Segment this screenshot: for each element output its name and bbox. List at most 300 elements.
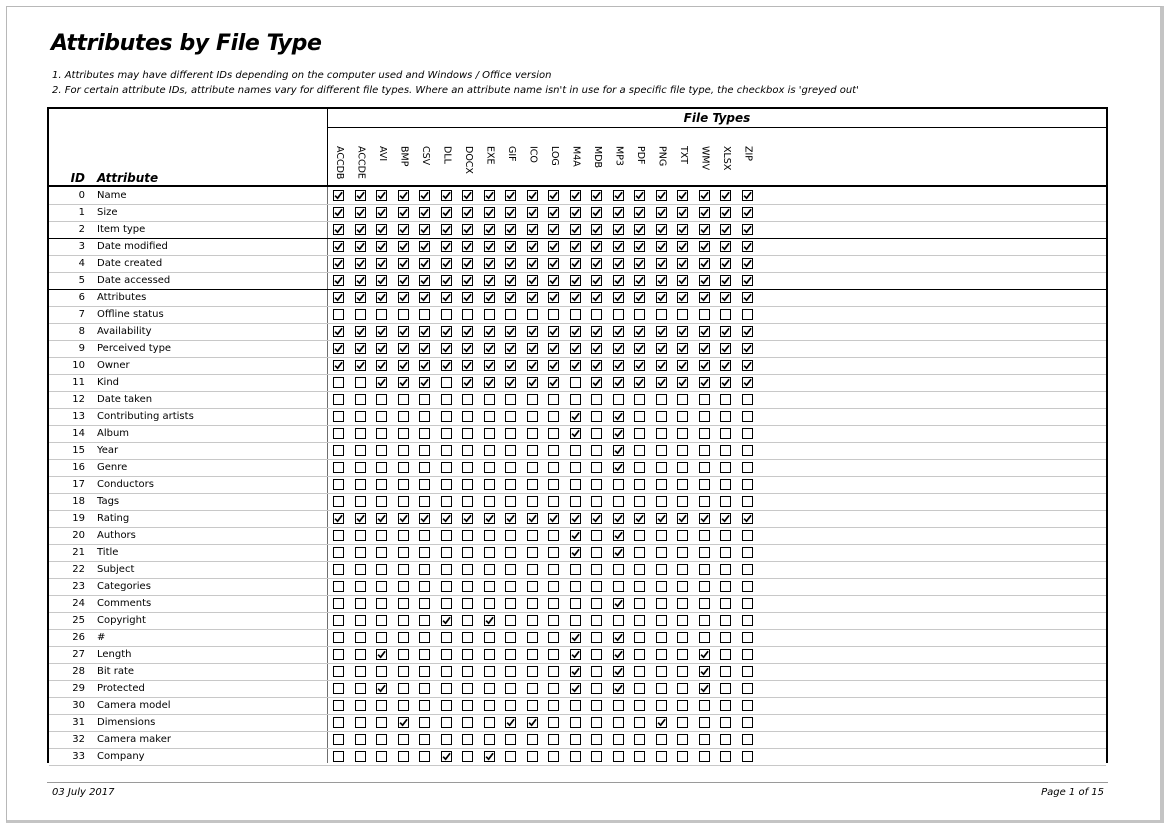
checkbox-pdf[interactable] <box>634 411 645 422</box>
checkbox-exe[interactable] <box>484 649 495 660</box>
checkbox-pdf[interactable] <box>634 479 645 490</box>
checkbox-bmp[interactable] <box>398 751 409 762</box>
checkbox-docx[interactable] <box>462 632 473 643</box>
checkbox-accde[interactable] <box>355 190 366 201</box>
checkbox-txt[interactable] <box>677 734 688 745</box>
checkbox-m4a[interactable] <box>570 615 581 626</box>
checkbox-exe[interactable] <box>484 496 495 507</box>
checkbox-exe[interactable] <box>484 615 495 626</box>
checkbox-dll[interactable] <box>441 258 452 269</box>
checkbox-gif[interactable] <box>505 649 516 660</box>
checkbox-mp3[interactable] <box>613 581 624 592</box>
checkbox-m4a[interactable] <box>570 377 581 388</box>
checkbox-csv[interactable] <box>419 275 430 286</box>
checkbox-xlsx[interactable] <box>720 428 731 439</box>
checkbox-csv[interactable] <box>419 649 430 660</box>
checkbox-csv[interactable] <box>419 326 430 337</box>
checkbox-png[interactable] <box>656 700 667 711</box>
checkbox-xlsx[interactable] <box>720 224 731 235</box>
checkbox-gif[interactable] <box>505 360 516 371</box>
checkbox-wmv[interactable] <box>699 241 710 252</box>
checkbox-accdb[interactable] <box>333 343 344 354</box>
checkbox-avi[interactable] <box>376 258 387 269</box>
checkbox-gif[interactable] <box>505 258 516 269</box>
checkbox-gif[interactable] <box>505 530 516 541</box>
checkbox-m4a[interactable] <box>570 309 581 320</box>
checkbox-xlsx[interactable] <box>720 207 731 218</box>
checkbox-m4a[interactable] <box>570 411 581 422</box>
checkbox-png[interactable] <box>656 258 667 269</box>
checkbox-log[interactable] <box>548 734 559 745</box>
checkbox-txt[interactable] <box>677 649 688 660</box>
checkbox-zip[interactable] <box>742 564 753 575</box>
checkbox-log[interactable] <box>548 190 559 201</box>
checkbox-wmv[interactable] <box>699 258 710 269</box>
checkbox-bmp[interactable] <box>398 326 409 337</box>
checkbox-xlsx[interactable] <box>720 530 731 541</box>
checkbox-wmv[interactable] <box>699 751 710 762</box>
checkbox-accde[interactable] <box>355 598 366 609</box>
checkbox-avi[interactable] <box>376 343 387 354</box>
checkbox-mp3[interactable] <box>613 258 624 269</box>
checkbox-log[interactable] <box>548 292 559 303</box>
checkbox-mdb[interactable] <box>591 632 602 643</box>
checkbox-avi[interactable] <box>376 530 387 541</box>
checkbox-m4a[interactable] <box>570 258 581 269</box>
checkbox-pdf[interactable] <box>634 360 645 371</box>
checkbox-log[interactable] <box>548 309 559 320</box>
checkbox-pdf[interactable] <box>634 615 645 626</box>
checkbox-avi[interactable] <box>376 717 387 728</box>
checkbox-mp3[interactable] <box>613 207 624 218</box>
checkbox-bmp[interactable] <box>398 666 409 677</box>
checkbox-dll[interactable] <box>441 462 452 473</box>
checkbox-pdf[interactable] <box>634 581 645 592</box>
checkbox-accdb[interactable] <box>333 275 344 286</box>
checkbox-avi[interactable] <box>376 734 387 745</box>
checkbox-docx[interactable] <box>462 207 473 218</box>
checkbox-pdf[interactable] <box>634 292 645 303</box>
checkbox-docx[interactable] <box>462 292 473 303</box>
checkbox-wmv[interactable] <box>699 445 710 456</box>
checkbox-gif[interactable] <box>505 683 516 694</box>
checkbox-docx[interactable] <box>462 360 473 371</box>
checkbox-png[interactable] <box>656 292 667 303</box>
checkbox-avi[interactable] <box>376 411 387 422</box>
checkbox-accdb[interactable] <box>333 547 344 558</box>
checkbox-avi[interactable] <box>376 496 387 507</box>
checkbox-xlsx[interactable] <box>720 394 731 405</box>
checkbox-xlsx[interactable] <box>720 547 731 558</box>
checkbox-avi[interactable] <box>376 445 387 456</box>
checkbox-wmv[interactable] <box>699 581 710 592</box>
checkbox-txt[interactable] <box>677 343 688 354</box>
checkbox-gif[interactable] <box>505 309 516 320</box>
checkbox-png[interactable] <box>656 683 667 694</box>
checkbox-avi[interactable] <box>376 462 387 473</box>
checkbox-accde[interactable] <box>355 700 366 711</box>
checkbox-txt[interactable] <box>677 275 688 286</box>
checkbox-accdb[interactable] <box>333 734 344 745</box>
checkbox-m4a[interactable] <box>570 581 581 592</box>
checkbox-exe[interactable] <box>484 258 495 269</box>
checkbox-dll[interactable] <box>441 530 452 541</box>
checkbox-bmp[interactable] <box>398 683 409 694</box>
checkbox-bmp[interactable] <box>398 547 409 558</box>
checkbox-csv[interactable] <box>419 598 430 609</box>
checkbox-zip[interactable] <box>742 292 753 303</box>
checkbox-txt[interactable] <box>677 615 688 626</box>
checkbox-xlsx[interactable] <box>720 445 731 456</box>
checkbox-mp3[interactable] <box>613 632 624 643</box>
checkbox-ico[interactable] <box>527 496 538 507</box>
checkbox-zip[interactable] <box>742 479 753 490</box>
checkbox-log[interactable] <box>548 258 559 269</box>
checkbox-log[interactable] <box>548 394 559 405</box>
checkbox-pdf[interactable] <box>634 666 645 677</box>
checkbox-mdb[interactable] <box>591 326 602 337</box>
checkbox-pdf[interactable] <box>634 326 645 337</box>
checkbox-m4a[interactable] <box>570 224 581 235</box>
checkbox-png[interactable] <box>656 564 667 575</box>
checkbox-gif[interactable] <box>505 564 516 575</box>
checkbox-mp3[interactable] <box>613 275 624 286</box>
checkbox-gif[interactable] <box>505 207 516 218</box>
checkbox-pdf[interactable] <box>634 598 645 609</box>
checkbox-txt[interactable] <box>677 207 688 218</box>
checkbox-mp3[interactable] <box>613 309 624 320</box>
checkbox-wmv[interactable] <box>699 190 710 201</box>
checkbox-dll[interactable] <box>441 224 452 235</box>
checkbox-gif[interactable] <box>505 292 516 303</box>
checkbox-log[interactable] <box>548 666 559 677</box>
checkbox-exe[interactable] <box>484 411 495 422</box>
checkbox-pdf[interactable] <box>634 632 645 643</box>
checkbox-bmp[interactable] <box>398 717 409 728</box>
checkbox-log[interactable] <box>548 615 559 626</box>
checkbox-avi[interactable] <box>376 360 387 371</box>
checkbox-mp3[interactable] <box>613 751 624 762</box>
checkbox-dll[interactable] <box>441 343 452 354</box>
checkbox-zip[interactable] <box>742 717 753 728</box>
checkbox-accdb[interactable] <box>333 394 344 405</box>
checkbox-bmp[interactable] <box>398 207 409 218</box>
checkbox-wmv[interactable] <box>699 207 710 218</box>
checkbox-png[interactable] <box>656 666 667 677</box>
checkbox-mdb[interactable] <box>591 530 602 541</box>
checkbox-dll[interactable] <box>441 700 452 711</box>
checkbox-bmp[interactable] <box>398 462 409 473</box>
checkbox-wmv[interactable] <box>699 360 710 371</box>
checkbox-exe[interactable] <box>484 394 495 405</box>
checkbox-zip[interactable] <box>742 547 753 558</box>
checkbox-txt[interactable] <box>677 445 688 456</box>
checkbox-dll[interactable] <box>441 326 452 337</box>
checkbox-txt[interactable] <box>677 496 688 507</box>
checkbox-avi[interactable] <box>376 479 387 490</box>
checkbox-mdb[interactable] <box>591 734 602 745</box>
checkbox-mp3[interactable] <box>613 683 624 694</box>
checkbox-m4a[interactable] <box>570 394 581 405</box>
checkbox-dll[interactable] <box>441 666 452 677</box>
checkbox-m4a[interactable] <box>570 326 581 337</box>
checkbox-pdf[interactable] <box>634 751 645 762</box>
checkbox-m4a[interactable] <box>570 649 581 660</box>
checkbox-log[interactable] <box>548 377 559 388</box>
checkbox-bmp[interactable] <box>398 649 409 660</box>
checkbox-zip[interactable] <box>742 445 753 456</box>
checkbox-dll[interactable] <box>441 734 452 745</box>
checkbox-wmv[interactable] <box>699 394 710 405</box>
checkbox-dll[interactable] <box>441 411 452 422</box>
checkbox-csv[interactable] <box>419 292 430 303</box>
checkbox-avi[interactable] <box>376 292 387 303</box>
checkbox-accdb[interactable] <box>333 530 344 541</box>
checkbox-gif[interactable] <box>505 326 516 337</box>
checkbox-mdb[interactable] <box>591 241 602 252</box>
checkbox-accde[interactable] <box>355 530 366 541</box>
checkbox-accdb[interactable] <box>333 632 344 643</box>
checkbox-avi[interactable] <box>376 615 387 626</box>
checkbox-avi[interactable] <box>376 326 387 337</box>
checkbox-wmv[interactable] <box>699 309 710 320</box>
checkbox-mdb[interactable] <box>591 411 602 422</box>
checkbox-log[interactable] <box>548 632 559 643</box>
checkbox-docx[interactable] <box>462 326 473 337</box>
checkbox-mdb[interactable] <box>591 751 602 762</box>
checkbox-dll[interactable] <box>441 717 452 728</box>
checkbox-dll[interactable] <box>441 581 452 592</box>
checkbox-log[interactable] <box>548 462 559 473</box>
checkbox-wmv[interactable] <box>699 479 710 490</box>
checkbox-accdb[interactable] <box>333 513 344 524</box>
checkbox-accde[interactable] <box>355 581 366 592</box>
checkbox-m4a[interactable] <box>570 428 581 439</box>
checkbox-log[interactable] <box>548 343 559 354</box>
checkbox-exe[interactable] <box>484 581 495 592</box>
checkbox-pdf[interactable] <box>634 462 645 473</box>
checkbox-mdb[interactable] <box>591 615 602 626</box>
checkbox-docx[interactable] <box>462 496 473 507</box>
checkbox-accdb[interactable] <box>333 190 344 201</box>
checkbox-mdb[interactable] <box>591 564 602 575</box>
checkbox-csv[interactable] <box>419 530 430 541</box>
checkbox-docx[interactable] <box>462 530 473 541</box>
checkbox-log[interactable] <box>548 581 559 592</box>
checkbox-accde[interactable] <box>355 666 366 677</box>
checkbox-gif[interactable] <box>505 428 516 439</box>
checkbox-exe[interactable] <box>484 275 495 286</box>
checkbox-wmv[interactable] <box>699 649 710 660</box>
checkbox-txt[interactable] <box>677 530 688 541</box>
checkbox-mdb[interactable] <box>591 377 602 388</box>
checkbox-ico[interactable] <box>527 292 538 303</box>
checkbox-mp3[interactable] <box>613 615 624 626</box>
checkbox-pdf[interactable] <box>634 258 645 269</box>
checkbox-accde[interactable] <box>355 275 366 286</box>
checkbox-xlsx[interactable] <box>720 292 731 303</box>
checkbox-bmp[interactable] <box>398 292 409 303</box>
checkbox-accde[interactable] <box>355 615 366 626</box>
checkbox-png[interactable] <box>656 411 667 422</box>
checkbox-zip[interactable] <box>742 326 753 337</box>
checkbox-zip[interactable] <box>742 428 753 439</box>
checkbox-ico[interactable] <box>527 700 538 711</box>
checkbox-csv[interactable] <box>419 496 430 507</box>
checkbox-bmp[interactable] <box>398 241 409 252</box>
checkbox-csv[interactable] <box>419 734 430 745</box>
checkbox-m4a[interactable] <box>570 513 581 524</box>
checkbox-wmv[interactable] <box>699 377 710 388</box>
checkbox-m4a[interactable] <box>570 292 581 303</box>
checkbox-png[interactable] <box>656 649 667 660</box>
checkbox-txt[interactable] <box>677 581 688 592</box>
checkbox-ico[interactable] <box>527 309 538 320</box>
checkbox-png[interactable] <box>656 326 667 337</box>
checkbox-csv[interactable] <box>419 462 430 473</box>
checkbox-txt[interactable] <box>677 224 688 235</box>
checkbox-xlsx[interactable] <box>720 734 731 745</box>
checkbox-docx[interactable] <box>462 649 473 660</box>
checkbox-zip[interactable] <box>742 258 753 269</box>
checkbox-mp3[interactable] <box>613 445 624 456</box>
checkbox-accdb[interactable] <box>333 717 344 728</box>
checkbox-mp3[interactable] <box>613 241 624 252</box>
checkbox-dll[interactable] <box>441 598 452 609</box>
checkbox-docx[interactable] <box>462 581 473 592</box>
checkbox-png[interactable] <box>656 598 667 609</box>
checkbox-png[interactable] <box>656 581 667 592</box>
checkbox-dll[interactable] <box>441 547 452 558</box>
checkbox-gif[interactable] <box>505 734 516 745</box>
checkbox-csv[interactable] <box>419 360 430 371</box>
checkbox-gif[interactable] <box>505 496 516 507</box>
checkbox-xlsx[interactable] <box>720 632 731 643</box>
checkbox-pdf[interactable] <box>634 564 645 575</box>
checkbox-csv[interactable] <box>419 717 430 728</box>
checkbox-exe[interactable] <box>484 445 495 456</box>
checkbox-exe[interactable] <box>484 377 495 388</box>
checkbox-pdf[interactable] <box>634 496 645 507</box>
checkbox-log[interactable] <box>548 275 559 286</box>
checkbox-xlsx[interactable] <box>720 190 731 201</box>
checkbox-exe[interactable] <box>484 292 495 303</box>
checkbox-xlsx[interactable] <box>720 258 731 269</box>
checkbox-mp3[interactable] <box>613 598 624 609</box>
checkbox-dll[interactable] <box>441 292 452 303</box>
checkbox-mp3[interactable] <box>613 666 624 677</box>
checkbox-bmp[interactable] <box>398 224 409 235</box>
checkbox-csv[interactable] <box>419 207 430 218</box>
checkbox-log[interactable] <box>548 479 559 490</box>
checkbox-txt[interactable] <box>677 190 688 201</box>
checkbox-exe[interactable] <box>484 343 495 354</box>
checkbox-m4a[interactable] <box>570 734 581 745</box>
checkbox-mp3[interactable] <box>613 496 624 507</box>
checkbox-wmv[interactable] <box>699 326 710 337</box>
checkbox-png[interactable] <box>656 377 667 388</box>
checkbox-mp3[interactable] <box>613 343 624 354</box>
checkbox-accdb[interactable] <box>333 649 344 660</box>
checkbox-accde[interactable] <box>355 326 366 337</box>
checkbox-accdb[interactable] <box>333 615 344 626</box>
checkbox-exe[interactable] <box>484 598 495 609</box>
checkbox-exe[interactable] <box>484 224 495 235</box>
checkbox-bmp[interactable] <box>398 479 409 490</box>
checkbox-wmv[interactable] <box>699 292 710 303</box>
checkbox-exe[interactable] <box>484 683 495 694</box>
checkbox-exe[interactable] <box>484 547 495 558</box>
checkbox-csv[interactable] <box>419 666 430 677</box>
checkbox-m4a[interactable] <box>570 751 581 762</box>
checkbox-xlsx[interactable] <box>720 649 731 660</box>
checkbox-dll[interactable] <box>441 309 452 320</box>
checkbox-pdf[interactable] <box>634 734 645 745</box>
checkbox-avi[interactable] <box>376 632 387 643</box>
checkbox-exe[interactable] <box>484 513 495 524</box>
checkbox-mdb[interactable] <box>591 547 602 558</box>
checkbox-avi[interactable] <box>376 309 387 320</box>
checkbox-avi[interactable] <box>376 649 387 660</box>
checkbox-pdf[interactable] <box>634 513 645 524</box>
checkbox-accde[interactable] <box>355 343 366 354</box>
checkbox-zip[interactable] <box>742 666 753 677</box>
checkbox-png[interactable] <box>656 632 667 643</box>
checkbox-csv[interactable] <box>419 377 430 388</box>
checkbox-zip[interactable] <box>742 360 753 371</box>
checkbox-accdb[interactable] <box>333 666 344 677</box>
checkbox-png[interactable] <box>656 241 667 252</box>
checkbox-wmv[interactable] <box>699 598 710 609</box>
checkbox-zip[interactable] <box>742 581 753 592</box>
checkbox-mp3[interactable] <box>613 513 624 524</box>
checkbox-avi[interactable] <box>376 224 387 235</box>
checkbox-txt[interactable] <box>677 717 688 728</box>
checkbox-exe[interactable] <box>484 632 495 643</box>
checkbox-wmv[interactable] <box>699 275 710 286</box>
checkbox-ico[interactable] <box>527 411 538 422</box>
checkbox-log[interactable] <box>548 649 559 660</box>
checkbox-mp3[interactable] <box>613 190 624 201</box>
checkbox-accdb[interactable] <box>333 241 344 252</box>
checkbox-docx[interactable] <box>462 445 473 456</box>
checkbox-xlsx[interactable] <box>720 666 731 677</box>
checkbox-log[interactable] <box>548 700 559 711</box>
checkbox-wmv[interactable] <box>699 428 710 439</box>
checkbox-docx[interactable] <box>462 717 473 728</box>
checkbox-wmv[interactable] <box>699 513 710 524</box>
checkbox-log[interactable] <box>548 411 559 422</box>
checkbox-csv[interactable] <box>419 683 430 694</box>
checkbox-mp3[interactable] <box>613 462 624 473</box>
checkbox-exe[interactable] <box>484 207 495 218</box>
checkbox-zip[interactable] <box>742 309 753 320</box>
checkbox-accde[interactable] <box>355 360 366 371</box>
checkbox-pdf[interactable] <box>634 683 645 694</box>
checkbox-avi[interactable] <box>376 207 387 218</box>
checkbox-bmp[interactable] <box>398 394 409 405</box>
checkbox-accde[interactable] <box>355 547 366 558</box>
checkbox-m4a[interactable] <box>570 207 581 218</box>
checkbox-xlsx[interactable] <box>720 581 731 592</box>
checkbox-gif[interactable] <box>505 343 516 354</box>
checkbox-txt[interactable] <box>677 598 688 609</box>
checkbox-log[interactable] <box>548 241 559 252</box>
checkbox-zip[interactable] <box>742 734 753 745</box>
checkbox-ico[interactable] <box>527 224 538 235</box>
checkbox-accde[interactable] <box>355 241 366 252</box>
checkbox-bmp[interactable] <box>398 377 409 388</box>
